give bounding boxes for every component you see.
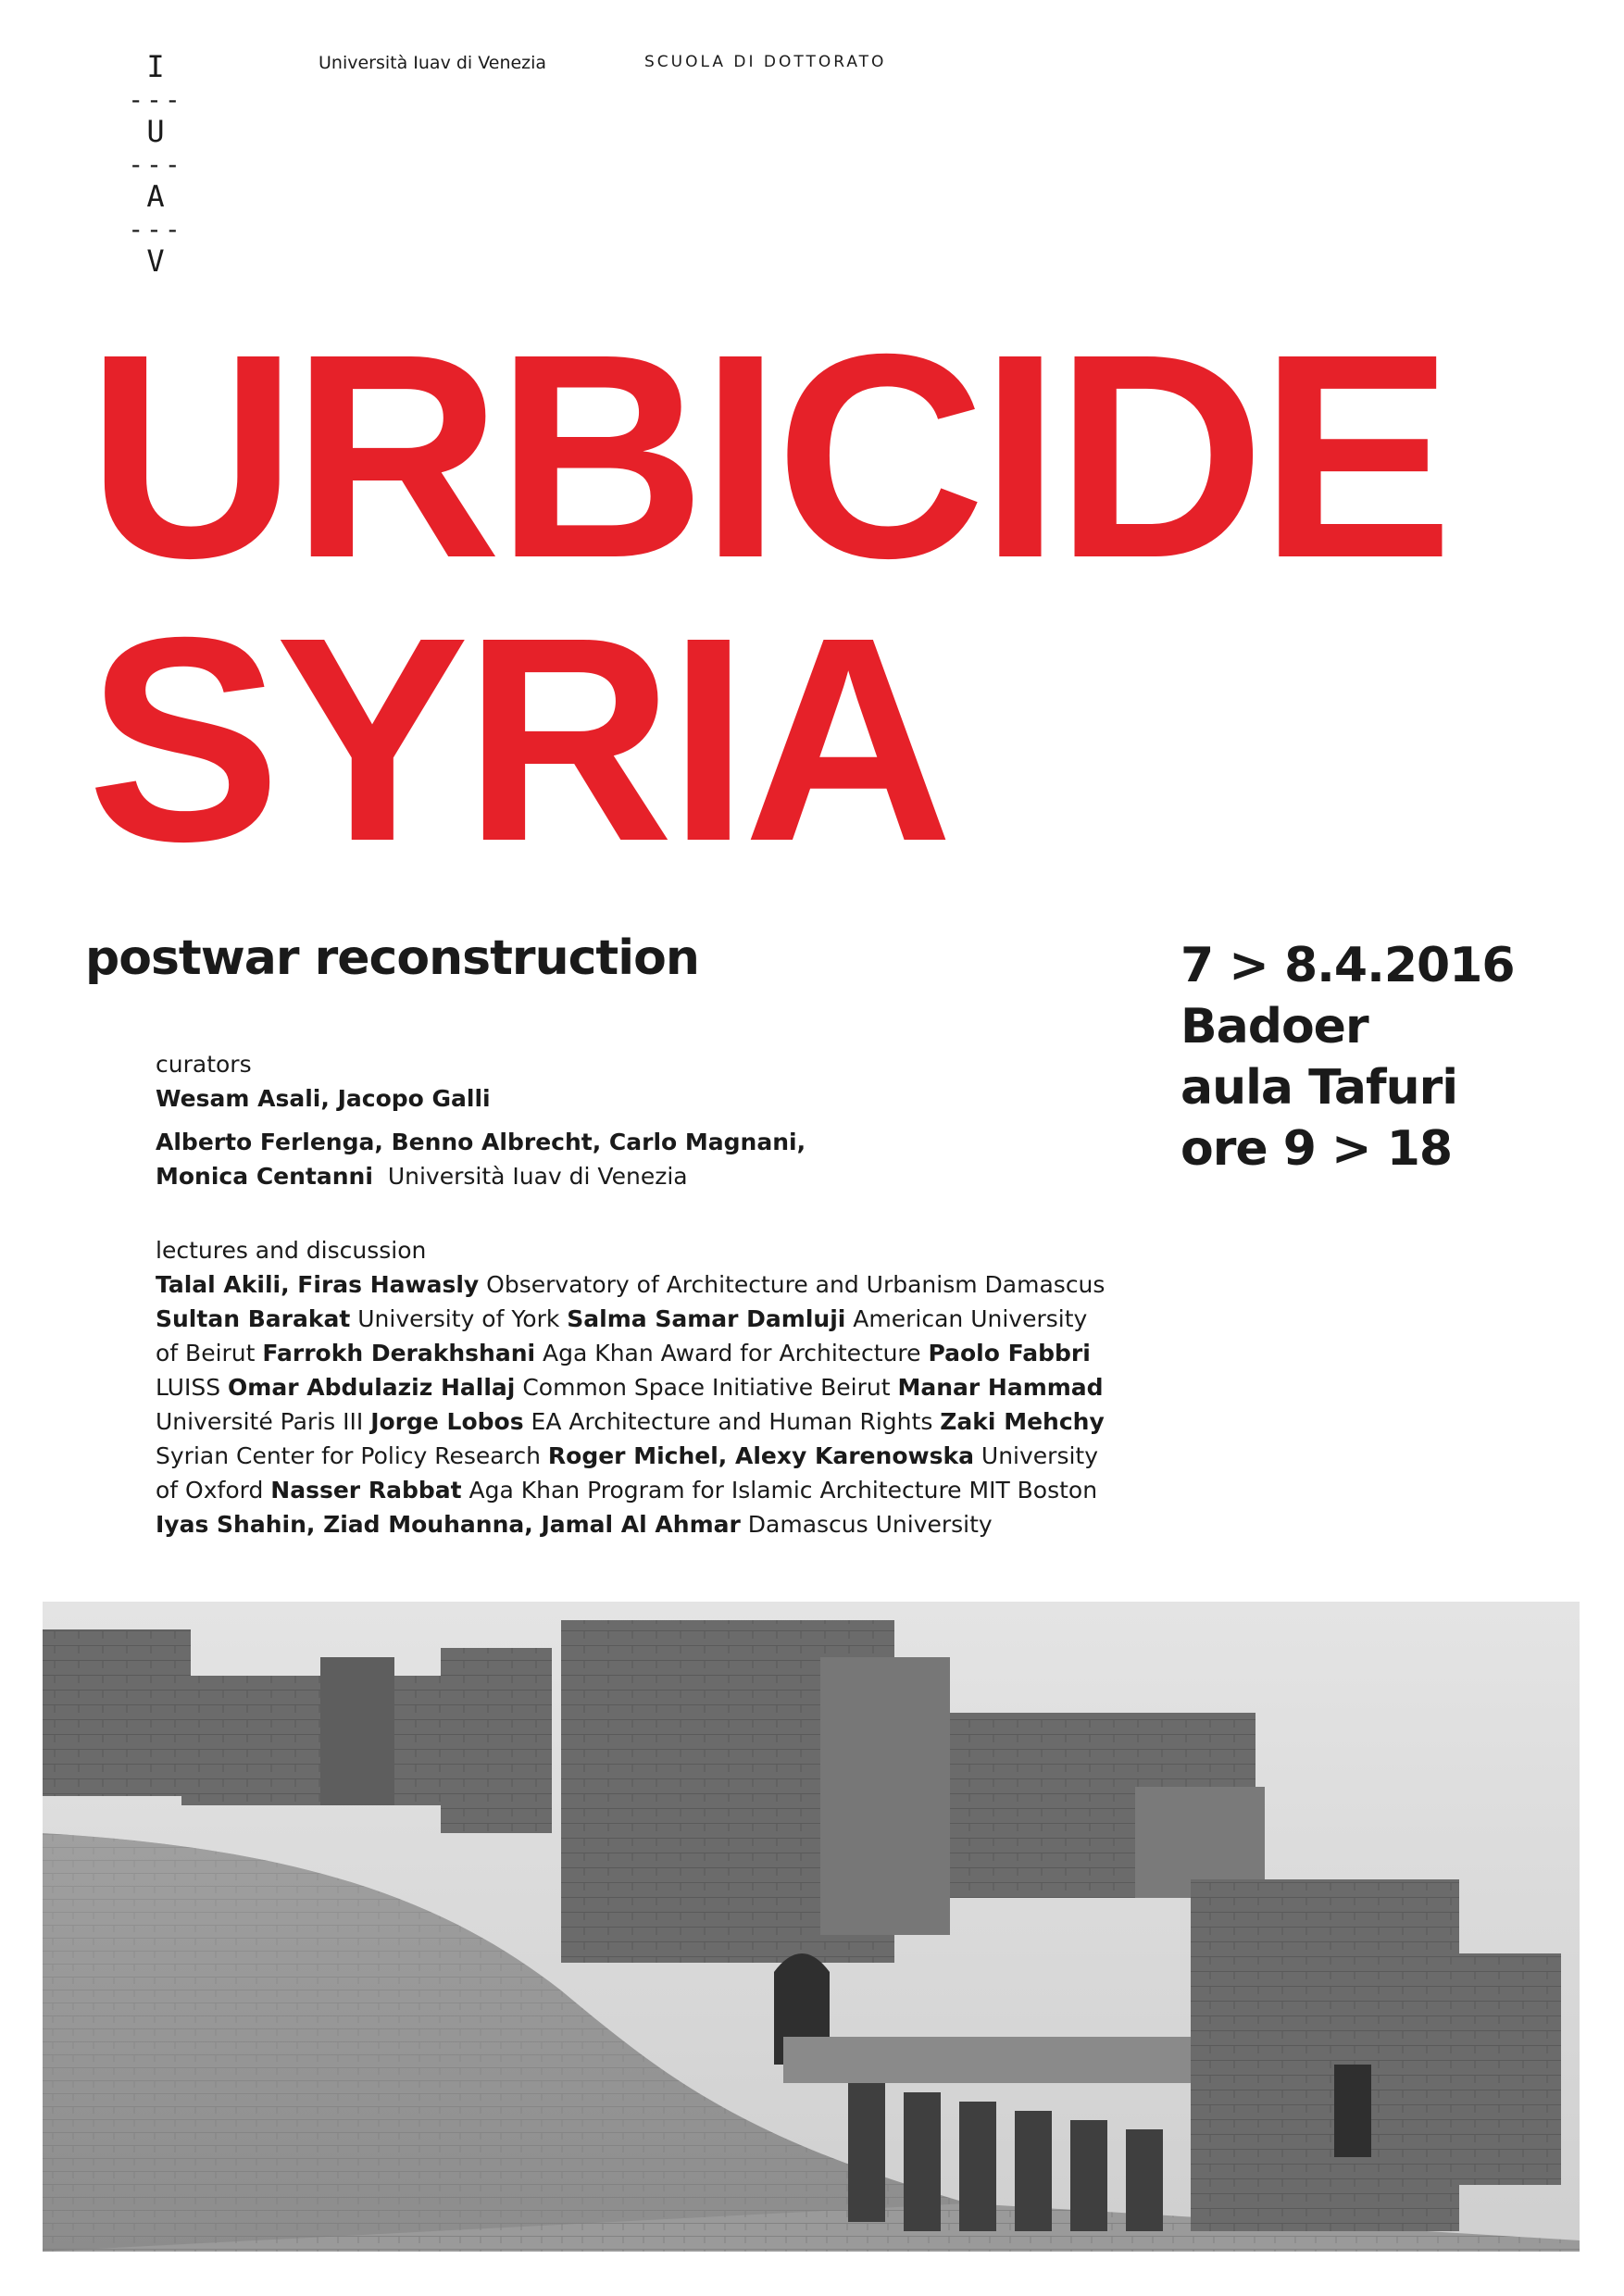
speaker-affiliation: LUISS <box>156 1374 229 1401</box>
speaker-list <box>156 1267 1109 1541</box>
speaker-name: Roger Michel, Alexy Karenowska <box>547 1442 974 1469</box>
logo-divider: --- <box>128 149 183 180</box>
speaker-affiliation: American University of Beirut <box>156 1305 1088 1366</box>
speaker-name: Farrokh Derakhshani <box>262 1340 536 1366</box>
subtitle: postwar reconstruction <box>85 930 699 986</box>
speaker-affiliation: University of York <box>350 1305 568 1332</box>
scientific-committee: Alberto Ferlenga, Benno Albrecht, Carlo Magnani, <box>156 1129 806 1155</box>
speaker-affiliation: University of Oxford <box>156 1442 1099 1504</box>
logo-letter: V <box>146 243 165 279</box>
event-hours: ore 9 > 18 <box>1181 1121 1453 1177</box>
speaker-name: Iyas Shahin, Ziad Mouhanna, Jamal Al Ahmar <box>156 1511 741 1538</box>
logo-divider: --- <box>128 84 183 115</box>
speaker-affiliation: Syrian Center for Policy Research <box>156 1442 548 1469</box>
speaker-affiliation: Damascus University <box>740 1511 993 1538</box>
speaker-affiliation: EA Architecture and Human Rights <box>523 1408 941 1435</box>
logo-divider: --- <box>128 214 183 244</box>
curators-names: Wesam Asali, Jacopo Galli <box>156 1085 491 1112</box>
curators-label: curators <box>156 1051 252 1078</box>
event-dates: 7 > 8.4.2016 <box>1181 938 1515 993</box>
scientific-committee-affiliation: Università Iuav di Venezia <box>387 1163 688 1190</box>
speaker-name: Salma Samar Damluji <box>567 1305 846 1332</box>
speaker-affiliation: Aga Khan Award for Architecture <box>535 1340 929 1366</box>
event-venue: Badoer <box>1181 999 1368 1054</box>
speaker-name: Jorge Lobos <box>370 1408 524 1435</box>
lectures-block <box>156 1233 1109 1541</box>
speaker-affiliation: Observatory of Architecture and Urbanism Damascus <box>479 1271 1106 1298</box>
speaker-name: Omar Abdulaziz Hallaj <box>228 1374 516 1401</box>
speaker-name: Paolo Fabbri <box>928 1340 1091 1366</box>
lectures-label: lectures and discussion <box>156 1237 427 1264</box>
speaker-affiliation: Aga Khan Program for Islamic Architecture MIT Boston <box>461 1477 1098 1504</box>
curators-block <box>156 1047 806 1193</box>
speaker-name: Manar Hammad <box>897 1374 1104 1401</box>
event-room: aula Tafuri <box>1181 1060 1458 1116</box>
university-name: Università Iuav di Venezia <box>319 53 547 73</box>
event-info <box>1181 935 1515 1179</box>
title-line-2: SYRIA <box>87 577 948 902</box>
logo-letter: U <box>146 114 165 149</box>
speaker-name: Nasser Rabbat <box>270 1477 462 1504</box>
title-line-1: URBICIDE <box>87 293 1448 618</box>
speaker-affiliation: Common Space Initiative Beirut <box>515 1374 898 1401</box>
speaker-affiliation: Université Paris III <box>156 1408 371 1435</box>
speaker-name: Talal Akili, Firas Hawasly <box>156 1271 480 1298</box>
speaker-name: Sultan Barakat <box>156 1305 351 1332</box>
citadel-photo <box>43 1602 1580 2252</box>
school-name: SCUOLA DI DOTTORATO <box>644 53 887 71</box>
speaker-name: Zaki Mehchy <box>940 1408 1105 1435</box>
logo-letter: A <box>146 179 165 214</box>
scientific-committee-name: Monica Centanni <box>156 1163 373 1190</box>
logo-letter: I <box>146 49 165 84</box>
iuav-logo <box>128 49 183 281</box>
